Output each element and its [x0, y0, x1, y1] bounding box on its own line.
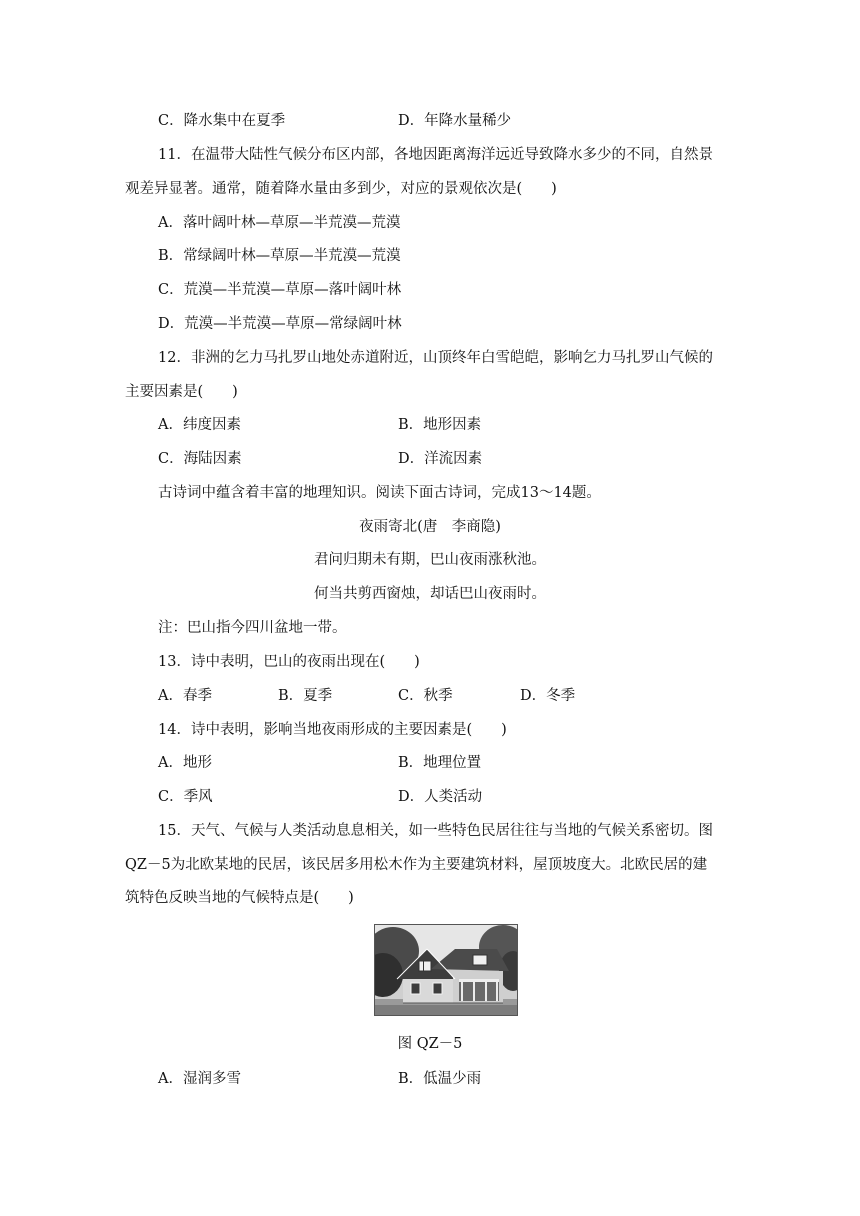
figure-caption: 图 QZ－5: [397, 1036, 463, 1052]
q11-stem-line1: 11．在温带大陆性气候分布区内部，各地因距离海洋远近导致降水多少的不同，自然景: [158, 147, 713, 163]
q11-option-a: A．落叶阔叶林—草原—半荒漠—荒漠: [158, 215, 401, 231]
q15-stem-line2: QZ－5为北欧某地的民居，该民居多用松木作为主要建筑材料，屋顶坡度大。北欧民居的建: [125, 857, 708, 873]
q14-stem: 14．诗中表明，影响当地夜雨形成的主要因素是( ): [158, 722, 507, 738]
q15-stem-line3: 筑特色反映当地的气候特点是( ): [125, 890, 354, 906]
poem-note: 注：巴山指今四川盆地一带。: [158, 620, 347, 636]
q12-option-c: C．海陆因素: [158, 451, 242, 467]
q10-option-c: C．降水集中在夏季: [158, 113, 286, 129]
q15-stem-line1: 15．天气、气候与人类活动息息相关，如一些特色民居往往与当地的气候关系密切。图: [158, 823, 713, 839]
q13-option-a: A．春季: [158, 688, 212, 704]
poem-line-2: 何当共剪西窗烛，却话巴山夜雨时。: [314, 586, 546, 602]
q13-option-c: C．秋季: [398, 688, 453, 704]
q14-option-c: C．季风: [158, 789, 213, 805]
q10-option-d: D．年降水量稀少: [398, 113, 512, 129]
q12-option-a: A．纬度因素: [158, 417, 241, 433]
q12-option-b: B．地形因素: [398, 417, 482, 433]
house-photo: [374, 924, 518, 1016]
poem-line-1: 君问归期未有期，巴山夜雨涨秋池。: [314, 552, 546, 568]
q14-option-b: B．地理位置: [398, 755, 482, 771]
q13-stem: 13．诗中表明，巴山的夜雨出现在( ): [158, 654, 420, 670]
q13-option-d: D．冬季: [520, 688, 576, 704]
q15-option-b: B．低温少雨: [398, 1071, 482, 1087]
q11-option-b: B．常绿阔叶林—草原—半荒漠—荒漠: [158, 248, 401, 264]
poem-title: 夜雨寄北(唐 李商隐): [359, 519, 501, 535]
q11-option-c: C．荒漠—半荒漠—草原—落叶阔叶林: [158, 282, 402, 298]
q11-stem-line2: 观差异显著。通常，随着降水量由多到少，对应的景观依次是( ): [125, 181, 557, 197]
q12-stem-line1: 12．非洲的乞力马扎罗山地处赤道附近，山顶终年白雪皑皑，影响乞力马扎罗山气候的: [158, 350, 713, 366]
poem-intro: 古诗词中蕴含着丰富的地理知识。阅读下面古诗词，完成13～14题。: [158, 485, 601, 501]
q11-option-d: D．荒漠—半荒漠—草原—常绿阔叶林: [158, 316, 402, 332]
q13-option-b: B．夏季: [278, 688, 333, 704]
q14-option-a: A．地形: [158, 755, 212, 771]
q12-option-d: D．洋流因素: [398, 451, 483, 467]
q12-stem-line2: 主要因素是( ): [125, 384, 238, 400]
q14-option-d: D．人类活动: [398, 789, 483, 805]
q15-option-a: A．湿润多雪: [158, 1071, 241, 1087]
